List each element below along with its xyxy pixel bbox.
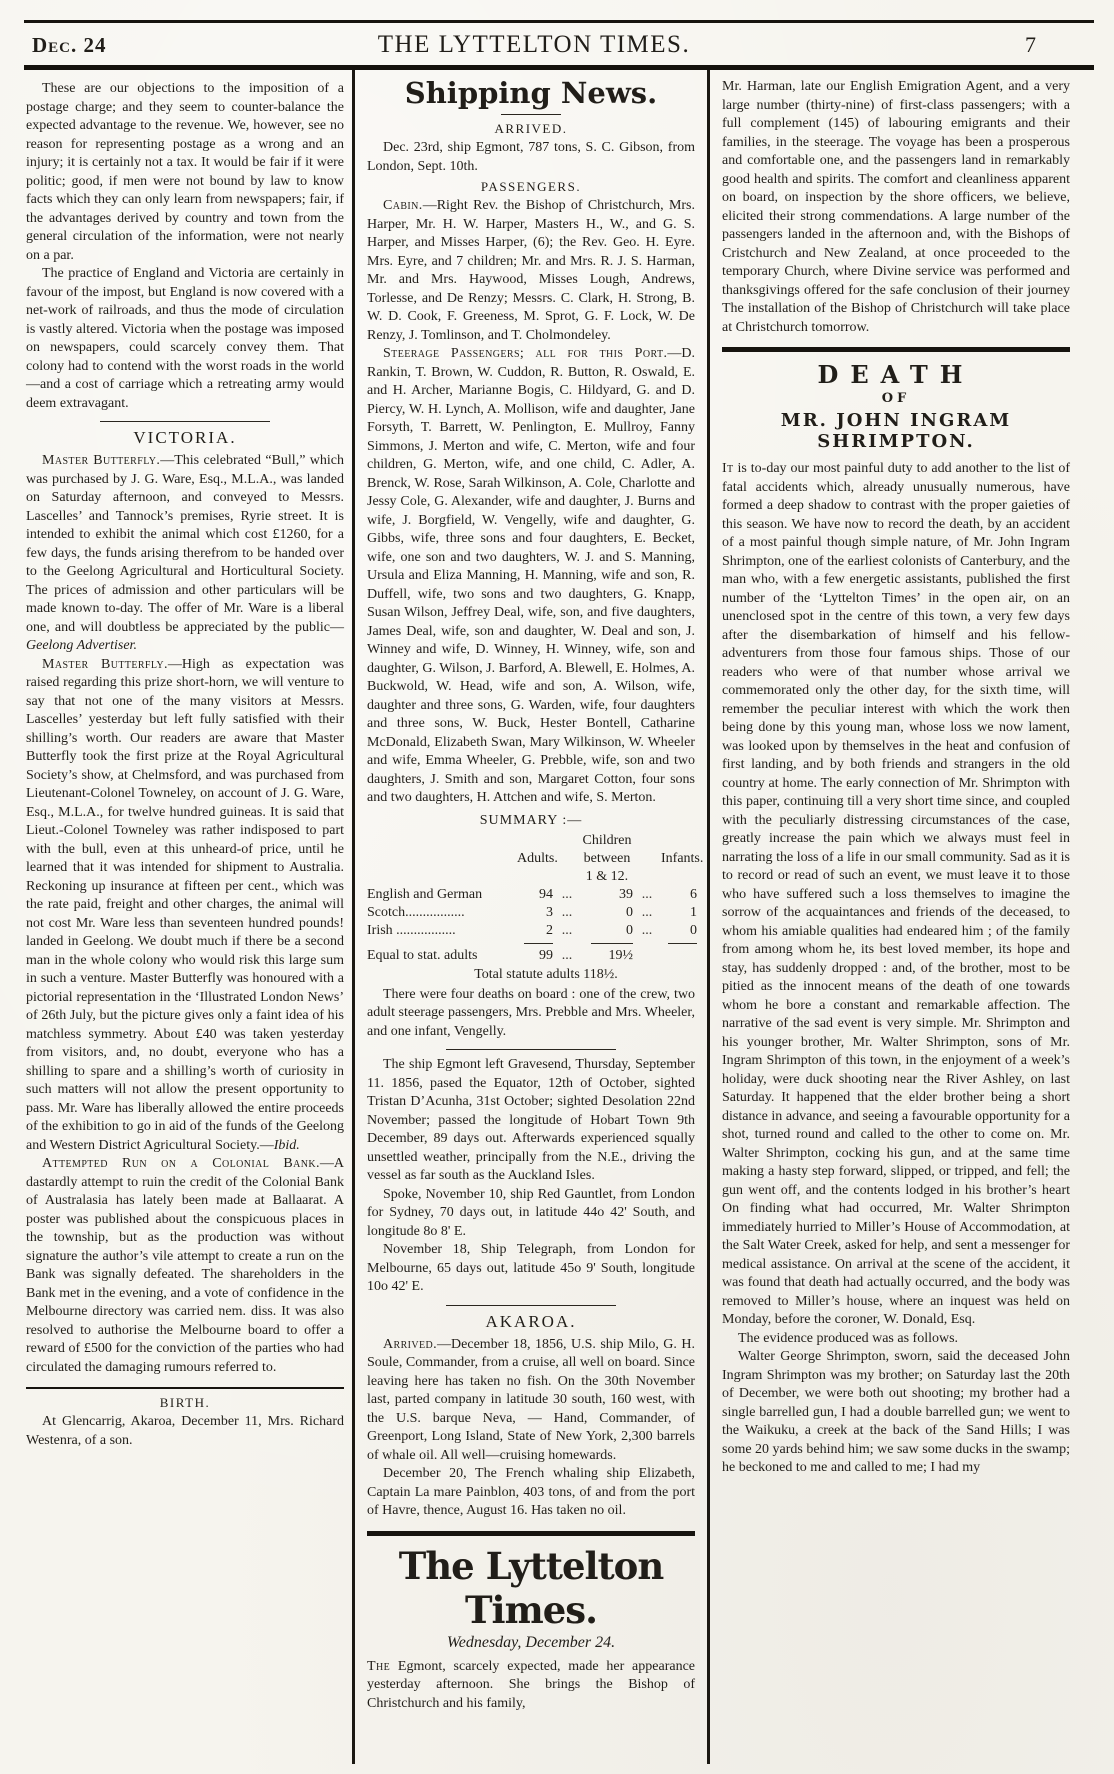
lead-attempted-run: Attempted Run on a Colonial Bank. [42, 1156, 320, 1171]
lyttelton-times-masthead: The Lyttelton Times. [398, 1543, 664, 1632]
summary-cell [517, 940, 553, 947]
paragraph-telegraph: November 18, Ship Telegraph, from London for Melbourne, 65 days out, latitude 45o 9' South, longitude 10o 42' E. [367, 1242, 695, 1294]
summary-dots: ... [641, 886, 653, 902]
summary-dots: ... [561, 947, 573, 963]
lead-master-butterfly: Master Butterfly. [42, 656, 168, 672]
summary-equal-label: Equal to stat. adults [367, 947, 478, 963]
paragraph-body: —High as expectation was raised regarding this prize short-horn, we will venture to say that not one of the many visitors at Messrs. Lascelles’ yesterday but left fully satisfied with their shilling’s worth. Our readers are aware that Master Butterfly took the first prize at the Royal Agricultural Society’s show, at Chelmsford, and was purchased from Lieutenant-Colonel Towneley, on account of J. G. Ware, Esq., M.L.A., for twelve hundred guineas. It is said that Lieut.-Colonel Towneley was rather indisposed to part with the bull, even at this unheard-of price, until he learned that it was intended for shipment to Australia. Reckoning up insurance at fifteen per cent., which was the rate paid, freight and other charges, the animal will not cost Mr. Ware less than seventeen hundred pounds! landed in Geelong. We doubt much if there be a second man in the whole colony who would risk this large sum in such a venture. Master Butterfly was honoured with a pictorial representation in the ‘Illustrated London News’ of 26th July, but the picture gives only a faint idea of his matchless symmetry. About £40 was taken yesterday from visitors, and, no doubt, everyone who has a shilling to spare and a shilling’s worth of curiosity in such matters will not allow the present opportunity to pass. Mr. Ware has liberally allowed the entire proceeds of the exhibition to go in aid of the funds of the Geelong and Western District Agricultural Society.— [26, 656, 344, 1153]
column-1 [22, 70, 352, 1764]
masthead-rule [367, 1531, 695, 1536]
summary-row-children: 0 [626, 904, 633, 920]
lead-the: The [367, 1658, 391, 1674]
summary-header-adults: Adults. [517, 850, 558, 866]
paragraph-testimony: Walter George Shrimpton, sworn, said the deceased John Ingram Shrimpton was my brother; on Saturday last the 20th of December, we were both out shooting; my brother had a single barrelled gun, I had a double barrelled gun; we went to the Waikuku, a creek at the back of the Sand Hills; I was some 20 yards behind him; we saw some ducks in the swamp; he beckoned to me and called to me; I had my [722, 1349, 1071, 1475]
paragraph-red-gauntlet: Spoke, November 10, ship Red Gauntlet, from London for Sydney, 70 days out, in latitude 44o 42' South, and longitude 8o 8' E. [367, 1186, 695, 1239]
section-rule [100, 421, 270, 422]
passenger-summary [367, 812, 704, 984]
summary-cell [581, 940, 633, 947]
paragraph-bank-run [26, 1155, 344, 1377]
birth-heading: BIRTH. [159, 1395, 211, 1410]
summary-row-children: 0 [626, 922, 633, 938]
summary-row-name: Scotch................. [367, 904, 465, 920]
lead-steerage: Steerage Passengers; all for this Port. [383, 346, 668, 361]
summary-row-name: Irish ................. [367, 922, 456, 938]
column-2 [355, 70, 707, 1764]
page-number: 7 [1025, 32, 1036, 57]
summary-header-children: between [583, 850, 631, 866]
lead-arrived: Arrived. [383, 1336, 438, 1352]
source-citation: Geelong Advertiser. [26, 638, 137, 653]
paragraph-master-butterfly-1 [26, 452, 344, 656]
summary-dots: ... [641, 904, 653, 920]
paragraph-master-butterfly-2 [26, 656, 344, 1156]
summary-row-name: English and German [367, 886, 483, 902]
summary-dots: ... [561, 904, 573, 920]
paragraph-steerage-passengers [367, 345, 695, 808]
arrived-heading: ARRIVED. [494, 121, 568, 136]
paragraph-cabin-passengers [367, 197, 695, 345]
paragraph-body: —Right Rev. the Bishop of Christchurch, Mrs. Harper, Mr. H. W. Harper, Masters H., W., and G. S. Harper, and Misses Harper, (6); the Rev. Geo. H. Eyre. Mrs. Eyre, and 7 children; Mr. and Mrs. R. J. S. Harman, Mr. and Mrs. Haywood, Misses Lough, Andrews, Torlesse, and De Renzy; Messrs. C. Clark, H. Strong, B. W. D. Cook, F. Greeness, M. Sprot, G. F. Lock, W. De Renzy, J. Tomlinson, and T. Cholmondeley. [367, 198, 695, 343]
paragraph-evidence: The evidence produced was as follows. [738, 1330, 959, 1346]
shipping-news-heading: Shipping News. [404, 76, 658, 110]
table-rule [591, 943, 633, 944]
page-header [22, 23, 1096, 63]
summary-row-infants: 0 [690, 922, 697, 938]
paragraph-elizabeth: December 20, The French whaling ship Elizabeth, Captain La mare Painblon, 403 tons, of and from the port of Havre, thence, August 16. Has taken no oil. [367, 1466, 695, 1518]
section-rule [446, 1305, 616, 1306]
death-heading-of: OF [881, 391, 911, 406]
victoria-heading: VICTORIA. [133, 428, 237, 447]
summary-total: Total statute adults 118½. [474, 966, 618, 982]
paragraph-obituary [722, 460, 1070, 1330]
section-rule [446, 1049, 616, 1050]
paragraph-harman-continuation: Mr. Harman, late our English Emigration Agent, and a very large number (thirty-nine) of first-class passengers; with a full complement (145) of labouring emigrants and their families, in the steerage. The voyage has been a prosperous and comfortable one, and the passengers land in remarkably good health and spirits. The comfort and cleanliness apparent on board, on inspection by the shore officers, we believe, elicited their strong commendations. A large number of the passengers landed in the afternoon and, with the Bishops of Cristchurch and New Zealand, at once proceeded to the temporary Church, where Divine service was performed and thanksgivings offered for the safe conclusion of their journey The installation of the Bishop of Christchurch will take place at Christchurch tomorrow. [722, 79, 1070, 335]
table-rule [668, 943, 697, 944]
columns [22, 70, 1096, 1764]
section-rule [26, 1387, 344, 1389]
summary-row-infants: 6 [690, 886, 697, 902]
masthead-date: Wednesday, December 24. [446, 1633, 616, 1651]
death-heading-name: MR. JOHN INGRAM SHRIMPTON. [780, 410, 1012, 452]
summary-dots: ... [561, 886, 573, 902]
paragraph-arrived: Dec. 23rd, ship Egmont, 787 tons, S. C. Gibson, from London, Sept. 10th. [367, 140, 695, 174]
passengers-heading: PASSENGERS. [480, 179, 582, 194]
paragraph-akaroa-arrived [367, 1336, 695, 1466]
lead-it: It [722, 461, 734, 476]
paper-title: THE LYTTELTON TIMES. [377, 31, 691, 58]
paragraph-body: Egmont, scarcely expected, made her appearance yesterday afternoon. She brings the Bishop of Christchurch and his family, [367, 1658, 695, 1711]
paragraph-body: —December 18, 1856, U.S. ship Milo, G. H. Soule, Commander, from a cruise, all well on board. Since leaving here has taken no fish. On the 30th November last, parted company in latitude 30 south, 160 west, with the U.S. barque Neva, — Hand, Commander, of Greenport, Long Island, State of New York, 2,300 barrels of whale oil. All well—cruising homewards. [367, 1336, 695, 1463]
summary-row-children: 39 [619, 886, 633, 902]
summary-dots: ... [561, 922, 573, 938]
summary-dots: ... [641, 922, 653, 938]
paragraph-body: —A dastardly attempt to ruin the credit of the Colonial Bank of Australasia has lately been made at Ballaarat. A poster was published about the conspicuous places in the township, but as the production was without signature the author’s vile attempt to create a run on the Bank was signally defeated. The shareholders in the Bank met in the evening, and a vote of confidence in the Melbourne directory was carried nem. diss. It was also resolved to authorise the Melbourne board to offer a reward of £500 for the conviction of the parties who had circulated the damaging rumours referred to. [26, 1156, 344, 1375]
summary-row-adults: 94 [539, 886, 553, 902]
death-heading: DEATH [817, 360, 975, 389]
summary-header-children: Children [582, 832, 632, 848]
summary-label: SUMMARY :— [479, 812, 583, 828]
paragraph-deaths-on-board: There were four deaths on board : one of the crew, two adult steerage passengers, Mrs. Prebble and Mrs. Wheeler, and one infant, Vengelly. [367, 986, 695, 1039]
death-heading-block [722, 360, 1070, 452]
lead-cabin: Cabin. [383, 198, 423, 213]
source-citation: Ibid. [273, 1137, 300, 1153]
paragraph-postage-practice: The practice of England and Victoria are certainly in favour of the impost, but England is now covered with a net-work of railroads, and thus the mode of circulation is vastly altered. Victoria when the postage was imposed on newspapers, could scarcely convey them. That colony had to contend with the worst roads in the world—and a cost of carriage which a retreating army would deem extravagant. [26, 266, 344, 411]
header-date: Dec. 24 [32, 33, 107, 57]
paragraph-body: —This celebrated “Bull,” which was purchased by J. G. Ware, Esq., M.L.A., was landed on Saturday afternoon, and conveyed to Messrs. Lascelles’ and Tannock’s premises, Ryrie street. It is intended to exhibit the animal which cost £1260, for a few days, the funds arising therefrom to be handed over to the Geelong Agricultural and Horticultural Society. The prices of admission and other particulars will be made known to-day. The offer of Mr. Ware is a liberal one, and will doubtless be appreciated by the public— [26, 453, 344, 635]
section-rule [501, 114, 561, 115]
summary-table [367, 832, 704, 965]
paragraph-egmont-voyage: The ship Egmont left Gravesend, Thursday, September 11. 1856, pased the Equator, 12th of October, sighted Tristan D’Acunha, 31st October; sighted Desolation 22nd November; passed the longitude of Hobart Town 9th December, 89 days out. Afterwards experienced squally unsettled weather, principally from the N.E., driving the vessel as far south as the Auckland Isles. [367, 1057, 695, 1183]
paragraph-body: is to-day our most painful duty to add another to the list of fatal accidents which, already unusually numerous, have formed a deep shadow to contrast with the proper gaieties of this season. We have now to record the death, by an accident of a most painful though simple nature, of Mr. John Ingram Shrimpton, one of the earliest colonists of Canterbury, and the man who, with a few energetic assistants, published the first number of the ‘Lyttelton Times’ in the open air, on an unenclosed spot in the centre of this town, a very few days after the disembarkation of himself and his fellow-adventurers from those four famous ships. Those of our readers who were of that number whose arrival we commemorated only the other day, for the sixth time, will remember the peculiar interest with which the work then being done by this young man, whose loss we now lament, was looked upon by themselves in the heat and confusion of first landing, and by both friends and strangers in the old country at home. The early connection of Mr. Shrimpton with this paper, continuing till a very short time since, and coupled with the peculiarly distressing circumstances of the case, greatly increase the pain which we always must feel in narrating the loss of a life in our small community. Sad as it is to record or read of such an event, we must leave it to those who have suffered such a loss themselves to imagine the sorrow of the acquaintances and friends of the deceased, to whom his amiable qualities had endeared him ; of the family from among whom he, its best loved member, its hope and stay, has suddenly dropped : and, of the brother, most to be pitied as the innocent means of the death of one towards whom he bore a constant and remarkable affection. The narrative of the sad event is very simple. Mr. Shrimpton and his younger brother, Mr. Walter Shrimpton, sons of Mr. Ingram Shrimpton of this town, in the enjoyment of a week’s holiday, were duck shooting near the River Ashley, on last Saturday. It happened that the elder brother being a short distance in advance, and seeing a favourable opportunity for a shot, turned round and called to the other to come on. Mr. Walter Shrimpton, cocking his gun, and at the same time making a hasty step forward, slipped, or tripped, and fell; the gun went off, and the contents lodged in his brother’s heart On finding what had occurred, Mr. Walter Shrimpton immediately hurried to Miller’s House of Accommodation, at the Salt Water Creek, asked for help, and sent a messenger for medical assistance. On arrival at the scene of the accident, it was found that death had actually occurred, and the body was removed to Miller’s house, where an inquest was held on Monday, before the coroner, W. Donald, Esq. [722, 461, 1070, 1327]
paragraph-postage-objections: These are our objections to the imposition of a postage charge; and they seem to counter-balance the expected advantage to the revenue. We, however, see no reason for representing postage as a wrong and an injury; it is certainly not a tax. It would be fair if it were politic; good, if men were not bound by law to know facts which they can only learn from newspapers; fair, if the advantages derived by country and town from the general circulation of the information, were not nearly on a par. [26, 81, 344, 263]
paragraph-birth-notice: At Glencarrig, Akaroa, December 11, Mrs. Richard Westenra, of a son. [26, 1414, 344, 1448]
summary-equal-adults: 99 [539, 947, 553, 963]
summary-equal-children: 19½ [608, 947, 633, 963]
summary-cell [661, 940, 697, 947]
summary-header-infants: Infants. [661, 850, 704, 866]
column-3 [710, 70, 1096, 1764]
akaroa-heading: AKAROA. [485, 1311, 577, 1331]
lead-master-butterfly: Master Butterfly. [42, 453, 161, 468]
table-rule [524, 943, 553, 944]
paragraph-body: —D. Rankin, T. Brown, W. Cuddon, R. Button, R. Oswald, E. and H. Archer, Marianne Bogis, C. Hildyard, G. and D. Piercy, W. H. Lynch, A. Mollison, wife and daughter, Jane Forsyth, T. Barrett, W. Penlington, E. Mullroy, Fanny Simmons, J. Merton and wife, C. Merton, wife and four children, G. Merton, wife, and one child, C. Adler, A. Brenck, W. Rose, Sarah Wilkinson, A. Cole, Charlotte and Jessy Cole, G. Alexander, wife and daughter, J. Burns and wife, J. Borgfield, W. Vengelly, wife and daughter, G. Gibbs, wife, three sons and four daughters, E. Becket, wife, one son and two daughters, W. J. and S. Manning, Ursula and Eliza Manning, H. Manning, wife and son, R. Duffell, wife, two sons and two daughters, G. Knapp, Susan Wilson, Jeffrey Deal, wife, son, and five daughters, James Deal, wife, son and daughter, W. Deal and son, J. Winney and wife, D. Winney, H. Winney, wife, son and daughter, G. Wilson, J. Barford, A. Blewell, E. Holmes, A. Buckwold, W. Head, wife and son, A. Wilson, wife, daughter and three sons, G. Warden, wife, four daughters and three sons, W. Buck, Hester Bontell, Catharine McDonald, Elizabeth Swan, Mary Wilkinson, W. Wheeler and wife, Emma Wheeler, G. Prebble, wife, son and two daughters, J. Smith and son, Margaret Cotton, four sons and two daughters, H. Attchen and wife, S. Merton. [367, 346, 695, 805]
paragraph-egmont-arrival [367, 1658, 695, 1714]
summary-row-adults: 2 [546, 922, 553, 938]
summary-row-adults: 3 [546, 904, 553, 920]
summary-header-children: 1 & 12. [585, 868, 629, 884]
summary-row-infants: 1 [690, 904, 697, 920]
section-rule [722, 347, 1070, 352]
